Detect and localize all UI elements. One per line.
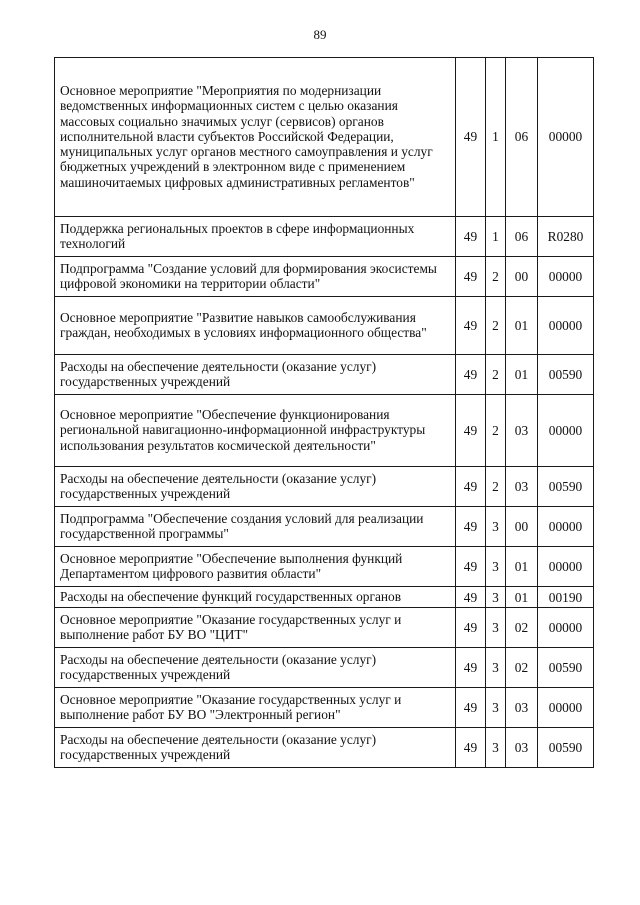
row-name-cell: Поддержка региональных проектов в сфере информационных технологий: [55, 217, 456, 257]
program-code-cell: 49: [456, 257, 486, 297]
row-name-cell: Расходы на обеспечение деятельности (оказание услуг) государственных учреждений: [55, 728, 456, 768]
row-name-cell: Расходы на обеспечение функций государственных органов: [55, 587, 456, 608]
subprogram-code-cell: 2: [486, 467, 506, 507]
measure-code-cell: 02: [506, 608, 538, 648]
table-row: [55, 648, 594, 688]
measure-code-cell: 06: [506, 217, 538, 257]
row-name-cell: Основное мероприятие "Развитие навыков самообслуживания граждан, необходимых в условиях информационного общества": [55, 297, 456, 355]
subprogram-code-cell: 3: [486, 648, 506, 688]
program-code-cell: 49: [456, 547, 486, 587]
direction-code-cell: 00000: [538, 58, 594, 217]
table-row: [55, 728, 594, 768]
table-row: [55, 217, 594, 257]
table-row: [55, 547, 594, 587]
program-code-cell: 49: [456, 688, 486, 728]
table-row: [55, 297, 594, 355]
direction-code-cell: 00590: [538, 467, 594, 507]
measure-code-cell: 03: [506, 467, 538, 507]
measure-code-cell: 02: [506, 648, 538, 688]
direction-code-cell: 00000: [538, 297, 594, 355]
table-row: [55, 257, 594, 297]
table-row: [55, 507, 594, 547]
direction-code-cell: 00590: [538, 728, 594, 768]
row-name-cell: Основное мероприятие "Оказание государственных услуг и выполнение работ БУ ВО "ЦИТ": [55, 608, 456, 648]
row-name-cell: Основное мероприятие "Обеспечение функционирования региональной навигационно-информационной инфраструктуры использования результатов космической деятельности": [55, 395, 456, 467]
page-number: 89: [313, 27, 327, 42]
program-code-cell: 49: [456, 395, 486, 467]
budget-classification-table: [54, 57, 594, 768]
direction-code-cell: 00000: [538, 257, 594, 297]
measure-code-cell: 00: [506, 507, 538, 547]
program-code-cell: 49: [456, 728, 486, 768]
measure-code-cell: 06: [506, 58, 538, 217]
subprogram-code-cell: 3: [486, 547, 506, 587]
direction-code-cell: R0280: [538, 217, 594, 257]
direction-code-cell: 00000: [538, 507, 594, 547]
program-code-cell: 49: [456, 467, 486, 507]
row-name-cell: Основное мероприятие "Мероприятия по модернизации ведомственных информационных систем с целью оказания массовых социально значимых услуг (сервисов) органов исполнительной власти субъектов Российской Федерации, муниципальных услуг органов местного самоуправления и услуг бюджетных учреждений в электронном виде с применением машиночитаемых цифровых административных регламентов": [55, 58, 456, 217]
subprogram-code-cell: 3: [486, 608, 506, 648]
direction-code-cell: 00000: [538, 547, 594, 587]
table-row: [55, 608, 594, 648]
row-name-cell: Подпрограмма "Создание условий для формирования экосистемы цифровой экономики на территории области": [55, 257, 456, 297]
subprogram-code-cell: 2: [486, 355, 506, 395]
measure-code-cell: 03: [506, 688, 538, 728]
measure-code-cell: 01: [506, 355, 538, 395]
measure-code-cell: 01: [506, 297, 538, 355]
row-name-cell: Основное мероприятие "Обеспечение выполнения функций Департаментом цифрового развития области": [55, 547, 456, 587]
measure-code-cell: 03: [506, 728, 538, 768]
program-code-cell: 49: [456, 297, 486, 355]
direction-code-cell: 00590: [538, 355, 594, 395]
subprogram-code-cell: 1: [486, 58, 506, 217]
subprogram-code-cell: 2: [486, 257, 506, 297]
direction-code-cell: 00590: [538, 648, 594, 688]
row-name-cell: Основное мероприятие "Оказание государственных услуг и выполнение работ БУ ВО "Электронный регион": [55, 688, 456, 728]
program-code-cell: 49: [456, 507, 486, 547]
program-code-cell: 49: [456, 587, 486, 608]
program-code-cell: 49: [456, 58, 486, 217]
program-code-cell: 49: [456, 608, 486, 648]
subprogram-code-cell: 1: [486, 217, 506, 257]
subprogram-code-cell: 3: [486, 688, 506, 728]
measure-code-cell: 01: [506, 547, 538, 587]
table-row: [55, 587, 594, 608]
measure-code-cell: 00: [506, 257, 538, 297]
table-row: [55, 355, 594, 395]
direction-code-cell: 00000: [538, 688, 594, 728]
table-row: [55, 58, 594, 217]
table-row: [55, 467, 594, 507]
program-code-cell: 49: [456, 648, 486, 688]
subprogram-code-cell: 3: [486, 507, 506, 547]
measure-code-cell: 01: [506, 587, 538, 608]
row-name-cell: Расходы на обеспечение деятельности (оказание услуг) государственных учреждений: [55, 648, 456, 688]
direction-code-cell: 00190: [538, 587, 594, 608]
row-name-cell: Расходы на обеспечение деятельности (оказание услуг) государственных учреждений: [55, 355, 456, 395]
row-name-cell: Подпрограмма "Обеспечение создания условий для реализации государственной программы": [55, 507, 456, 547]
program-code-cell: 49: [456, 217, 486, 257]
subprogram-code-cell: 2: [486, 395, 506, 467]
direction-code-cell: 00000: [538, 395, 594, 467]
row-name-cell: Расходы на обеспечение деятельности (оказание услуг) государственных учреждений: [55, 467, 456, 507]
direction-code-cell: 00000: [538, 608, 594, 648]
table-row: [55, 688, 594, 728]
program-code-cell: 49: [456, 355, 486, 395]
subprogram-code-cell: 3: [486, 587, 506, 608]
subprogram-code-cell: 3: [486, 728, 506, 768]
table-row: [55, 395, 594, 467]
measure-code-cell: 03: [506, 395, 538, 467]
subprogram-code-cell: 2: [486, 297, 506, 355]
